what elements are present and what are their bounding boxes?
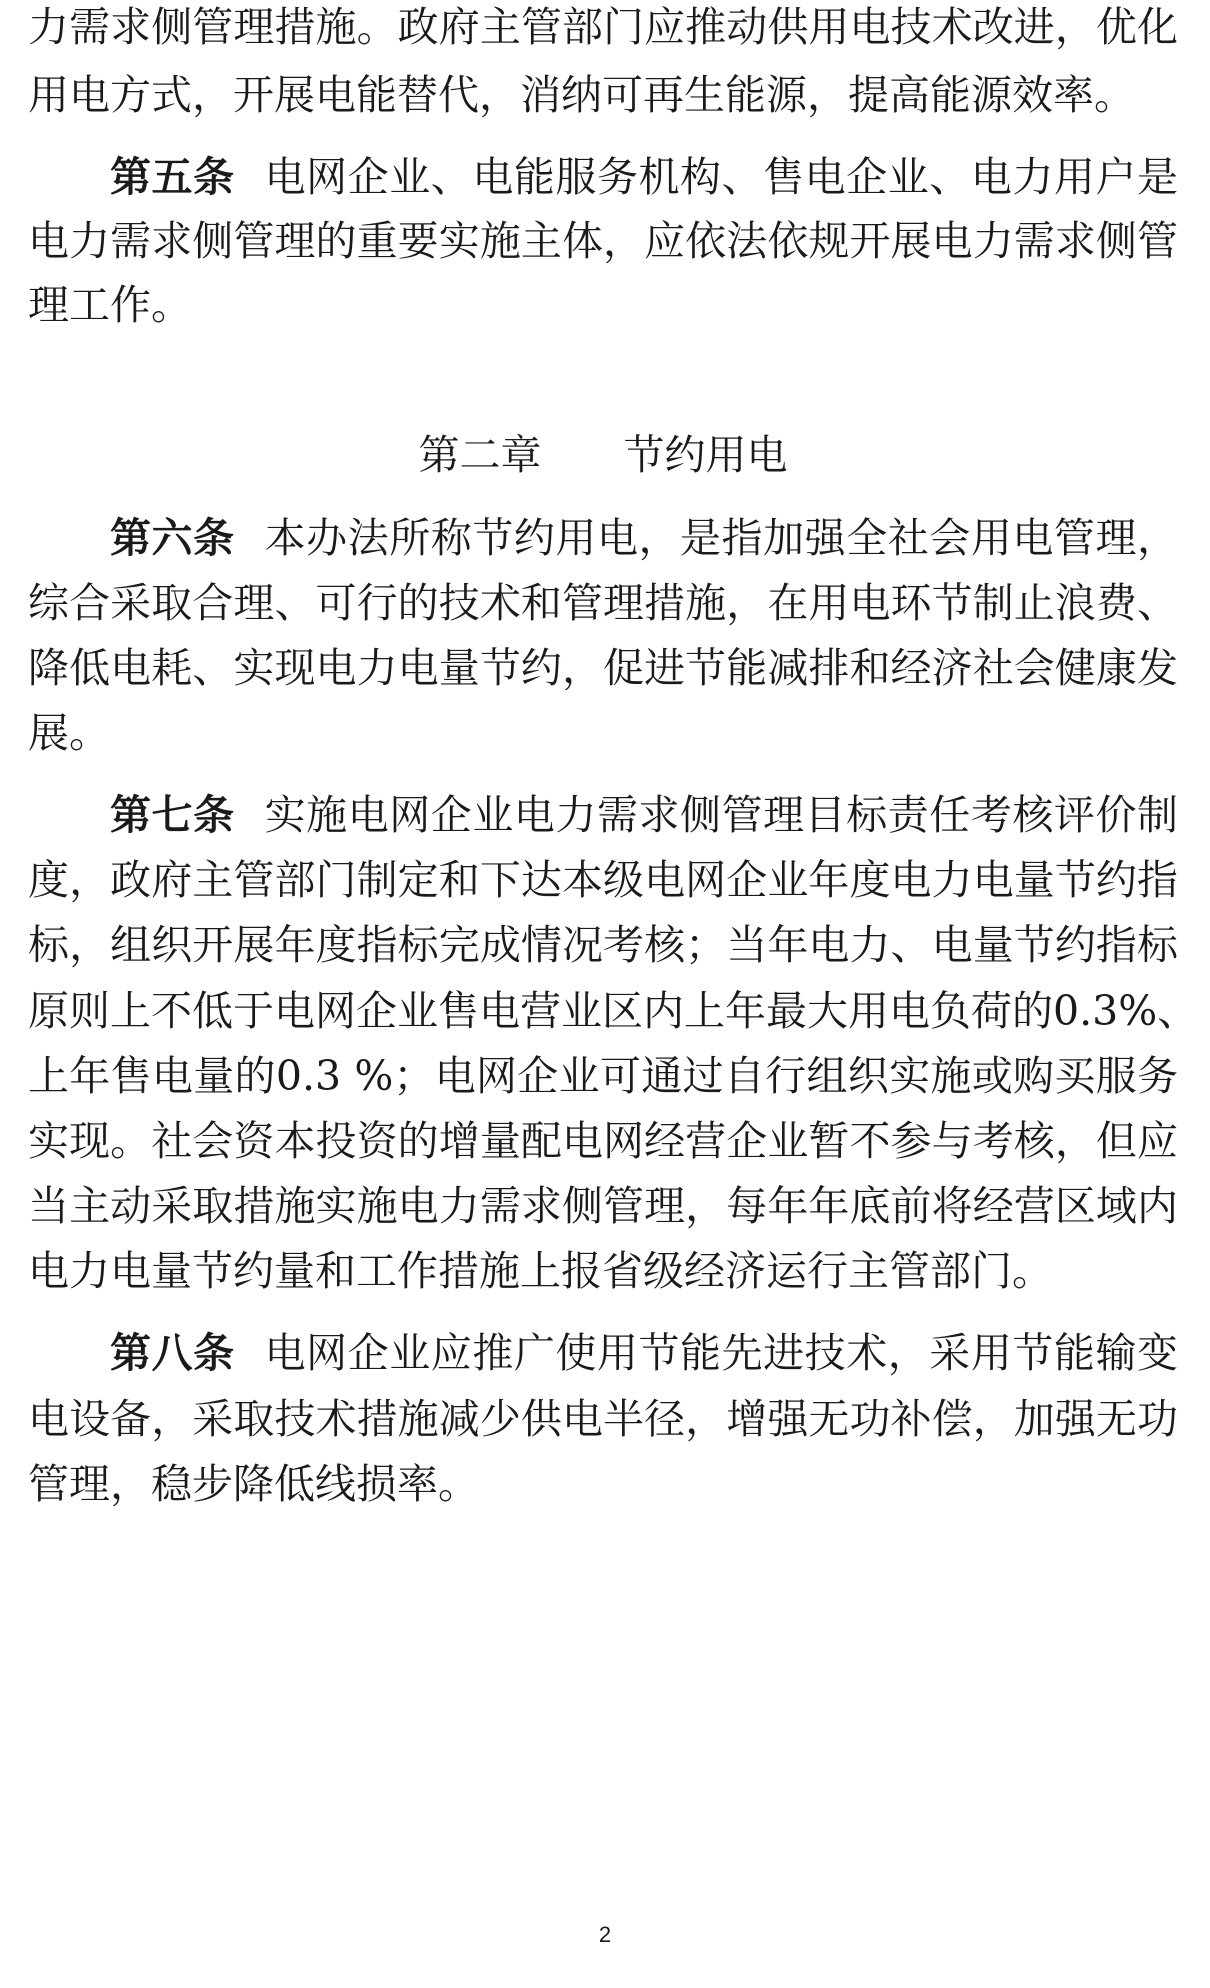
text-line: 标，组织开展年度指标完成情况考核；当年电力、电量节约指标 [28, 921, 1178, 969]
article-7-first-line [28, 790, 1178, 840]
text-line: 度，政府主管部门制定和下达本级电网企业年度电力电量节约指 [28, 856, 1178, 904]
text-line: 展。 [28, 709, 110, 757]
article-8-first-line [28, 1328, 1178, 1378]
text-line: 当主动采取措施实施电力需求侧管理，每年年底前将经营区域内 [28, 1182, 1178, 1230]
text-line: 力需求侧管理措施。政府主管部门应推动供用电技术改进，优化 [28, 3, 1178, 51]
text-line: 实施电网企业电力需求侧管理目标责任考核评价制 [264, 791, 1178, 839]
text-line: 实现。社会资本投资的增量配电网经营企业暂不参与考核，但应 [28, 1117, 1178, 1165]
text-line: 管理，稳步降低线损率。 [28, 1460, 479, 1508]
text-line: 原则上不低于电网企业售电营业区内上年最大用电负荷的0.3%、 [28, 987, 1199, 1035]
text-line: 电网企业、电能服务机构、售电企业、电力用户是 [264, 153, 1178, 201]
text-line: 综合采取合理、可行的技术和管理措施，在用电环节制止浪费、 [28, 579, 1178, 627]
text-line: 用电方式，开展电能替代，消纳可再生能源，提高能源效率。 [28, 71, 1135, 119]
article-5-first-line [28, 152, 1178, 202]
text-line: 理工作。 [28, 281, 192, 329]
article-label: 第七条 [110, 791, 235, 839]
text-line: 本办法所称节约用电，是指加强全社会用电管理， [264, 514, 1178, 562]
article-label: 第五条 [110, 153, 235, 201]
text-line: 电设备，采取技术措施减少供电半径，增强无功补偿，加强无功 [28, 1395, 1178, 1443]
chapter-heading: 第二章 节约用电 [418, 431, 788, 479]
text-line: 电力电量节约量和工作措施上报省级经济运行主管部门。 [28, 1247, 1053, 1295]
article-label: 第八条 [110, 1329, 235, 1377]
article-6-first-line [28, 513, 1178, 563]
text-line: 降低电耗、实现电力电量节约，促进节能减排和经济社会健康发 [28, 644, 1178, 692]
text-line: 电网企业应推广使用节能先进技术，采用节能输变 [264, 1329, 1178, 1377]
text-line: 电力需求侧管理的重要实施主体，应依法依规开展电力需求侧管 [28, 217, 1178, 265]
text-line: 上年售电量的0.3 %；电网企业可通过自行组织实施或购买服务 [28, 1052, 1178, 1100]
article-label: 第六条 [110, 514, 235, 562]
page-number: 2 [598, 1922, 612, 1947]
